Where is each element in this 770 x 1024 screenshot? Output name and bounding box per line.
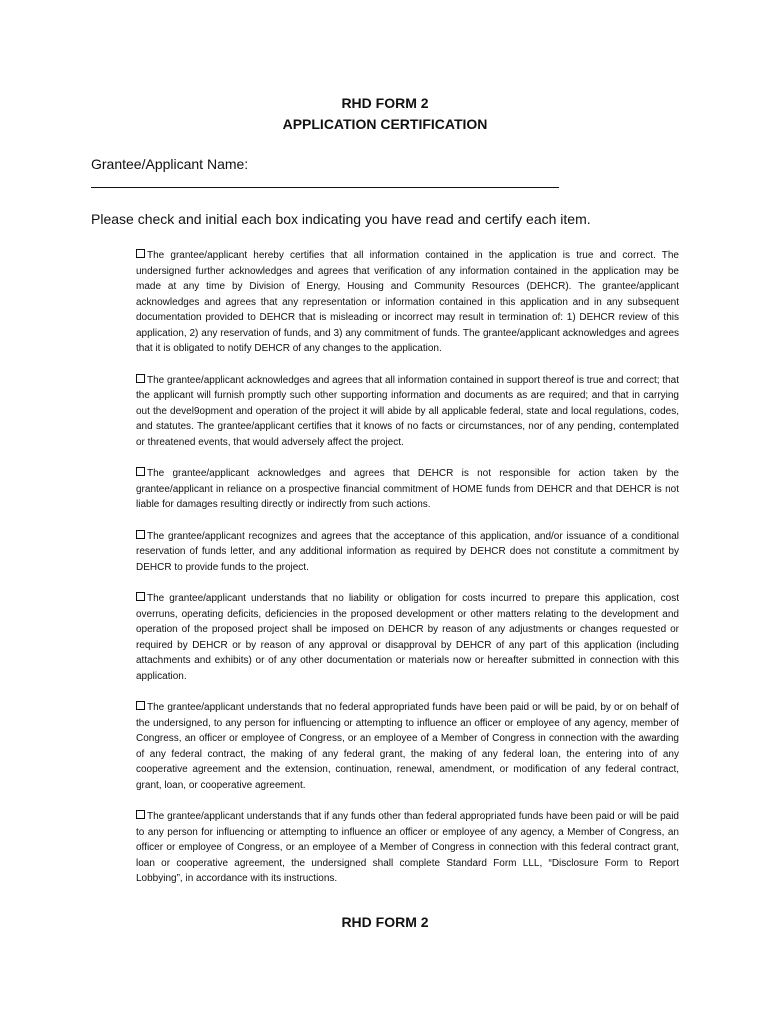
form-title: RHD FORM 2 xyxy=(341,95,429,111)
certification-checkbox[interactable] xyxy=(136,467,145,476)
certification-checkbox[interactable] xyxy=(136,592,145,601)
footer-form-title: RHD FORM 2 xyxy=(341,914,429,930)
certification-checkbox[interactable] xyxy=(136,530,145,539)
certification-item xyxy=(136,591,679,684)
certification-checkbox[interactable] xyxy=(136,701,145,710)
certification-checkbox[interactable] xyxy=(136,810,145,819)
certification-checkbox[interactable] xyxy=(136,374,145,383)
certification-item xyxy=(136,700,679,793)
grantee-name-label: Grantee/Applicant Name: xyxy=(91,156,249,172)
certification-text: The grantee/applicant understands that if any funds other than federal appropriated funds have been paid or will be paid to any person for influencing or attempting to influence an officer or employee of any agency, a Member of Congress, an officer or employee of Congress, or an employee of a Member of Congress in connection with this federal contract grant, loan or cooperative agreement, the undersigned shall complete Standard Form LLL, “Disclosure Form to Report Lobbying”, in accordance with its instructions. xyxy=(136,811,679,884)
certification-checkbox[interactable] xyxy=(136,249,145,258)
certification-text: The grantee/applicant acknowledges and agrees that DEHCR is not responsible for action taken by the grantee/applicant in reliance on a prospective financial commitment of HOME funds from DEHCR and that DEHCR is not liable for damages resulting directly or indirectly from such actions. xyxy=(136,468,679,510)
certification-text: The grantee/applicant recognizes and agrees that the acceptance of this application, and/or issuance of a conditional reservation of funds letter, and any additional information as required by DEHCR does not constitute a commitment by DEHCR to provide funds to the project. xyxy=(136,530,679,573)
certification-text: The grantee/applicant understands that no liability or obligation for costs incurred to prepare this application, cost overruns, operating deficits, deficiencies in the proposed development or other matters relating to the development and operation of the proposed project shall be imposed on DEHCR by reason of any adjustments or changes requested or required by DEHCR or by reason of any approval or disapproval by DEHCR of any part of this application (including attachments and exhibits) or of any other documentation or materials now or hereafter submitted in connection with this application. xyxy=(136,593,679,682)
certification-item xyxy=(136,529,679,576)
certification-text: The grantee/applicant hereby certifies that all information contained in the application is true and correct. The undersigned further acknowledges and agrees that verification of any information contained in the application may be made at any time by Division of Energy, Housing and Community Resources (DEHCR). The grantee/applicant acknowledges and agrees that any representation or information contained in this application and in any subsequent documentation provided to DEHCR that is misleading or incorrect may result in termination of: 1) DEHCR review of this application, 2) any reservation of funds, and 3) any commitment of funds. The grantee/applicant acknowledges and agrees that it is obligated to notify DEHCR of any changes to the application. xyxy=(136,250,679,354)
form-subtitle: APPLICATION CERTIFICATION xyxy=(282,116,488,132)
certification-item xyxy=(136,809,679,887)
certification-item xyxy=(136,248,679,357)
certification-item xyxy=(136,373,679,451)
certification-item xyxy=(136,466,679,513)
instruction-text: Please check and initial each box indicating you have read and certify each item. xyxy=(91,211,591,227)
certification-list xyxy=(136,248,679,903)
certification-text: The grantee/applicant understands that no federal appropriated funds have been paid or will be paid, by or on behalf of the undersigned, to any person for influencing or attempting to influence an officer or employee of any agency, member of Congress, an officer or employee of Congress, or an employee of a Member of Congress in connection with the awarding of any federal contract, the making of any federal grant, the making of any federal loan, the entering into of any cooperative agreement and the extension, continuation, renewal, amendment, or modification of any federal contract, grant, loan, or cooperative agreement. xyxy=(136,702,679,791)
certification-text: The grantee/applicant acknowledges and agrees that all information contained in support thereof is true and correct; that the applicant will furnish promptly such other supporting information and documents as are required; and that in carrying out the devel9opment and operation of the project it will abide by all applicable federal, state and local regulations, codes, and statutes. The grantee/applicant certifies that it knows of no facts or circumstances, nor of any pending, contemplated or threatened events, that would adversely affect the project. xyxy=(136,374,679,448)
grantee-name-field[interactable] xyxy=(91,187,559,188)
